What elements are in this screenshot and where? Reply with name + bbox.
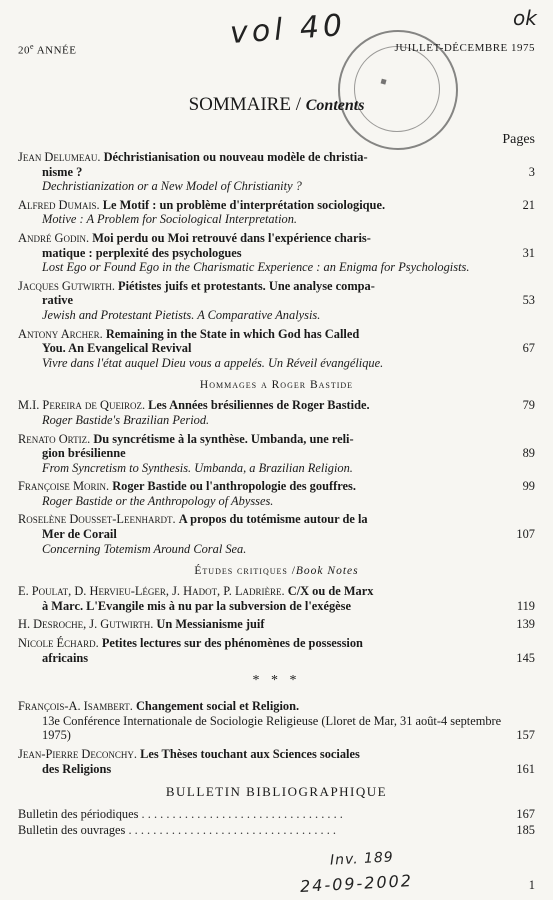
toc-entry: Antony Archer. Remaining in the State in which God has Called You. An Evangelical Revival Vivre dans l'état auquel Dieu vous a appelés. Un Réveil évangélique. 67 xyxy=(18,326,535,370)
toc-entry: Françoise Morin. Roger Bastide ou l'anthropologie des gouffres. Roger Bastide or the Anthropology of Abysses. 99 xyxy=(18,479,535,508)
bulletin-line: Bulletin des périodiques . . . . . . . . . . . . . . . . . . . . . . . . . . . . . . . . . 167 xyxy=(18,807,535,822)
toc-group-hommages xyxy=(18,398,535,556)
page-number: 1 xyxy=(528,878,535,892)
page-title: SOMMAIRE / Contents xyxy=(188,94,365,115)
toc-entry: Nicole Échard. Petites lectures sur des phénomènes de possession africains 145 xyxy=(18,636,535,665)
header-period: JUILLET-DÉCEMBRE 1975 xyxy=(394,42,535,54)
header-year: 20e ANNÉE xyxy=(18,42,77,57)
toc-group-articles xyxy=(18,150,535,370)
toc-group-book-notes xyxy=(18,584,535,665)
toc-entry: Alfred Dumais. Le Motif : un problème d'interprétation sociologique. Motive : A Problem for Sociological Interpretation. 21 xyxy=(18,197,535,227)
handwritten-date: 24-09-2002 xyxy=(299,871,414,896)
toc-entry: François-A. Isambert. Changement social et Religion. 13e Conférence Internationale de Sociologie Religieuse (Lloret de Mar, 31 août-4 septembre 1975) 157 xyxy=(18,699,535,743)
toc-entry: Jean Delumeau. Déchristianisation ou nouveau modèle de christia- nisme ? Dechristianization or a New Model of Christianity ? 3 xyxy=(18,150,535,194)
handwritten-inventory: Inv. 189 xyxy=(329,849,395,869)
section-etudes-critiques: Études critiques /Book Notes xyxy=(194,565,359,578)
pages-label: Pages xyxy=(502,132,535,147)
toc-entry: Jean-Pierre Deconchy. Les Thèses touchant aux Sciences sociales des Religions 161 xyxy=(18,747,535,776)
handwritten-ok: ok xyxy=(513,6,537,30)
toc-entry: Renato Ortiz. Du syncrétisme à la synthèse. Umbanda, une reli- gion brésilienne From Syncretism to Synthesis. Umbanda, a Brazilian Religion. 89 xyxy=(18,431,535,475)
toc-entry: André Godin. Moi perdu ou Moi retrouvé dans l'expérience charis- matique : perplexité des psychologues Lost Ego or Found Ego in the Charismatic Experience : an Enigma for Psychologists. 31 xyxy=(18,230,535,275)
separator-stars: * * * xyxy=(252,673,301,689)
library-stamp: ◆ xyxy=(338,30,458,150)
handwritten-volume: vol 40 xyxy=(228,7,348,52)
bulletin-line: Bulletin des ouvrages . . . . . . . . . . . . . . . . . . . . . . . . . . . . . . . . . . 185 xyxy=(18,823,535,838)
toc-entry: M.I. Pereira de Queiroz. Les Années brésiliennes de Roger Bastide. Roger Bastide's Brazilian Period. 79 xyxy=(18,398,535,427)
toc-entry: Roselène Dousset-Leenhardt. A propos du totémisme autour de la Mer de Corail Concerning Totemism Around Coral Sea. 107 xyxy=(18,512,535,556)
toc-entry: Jacques Gutwirth. Piétistes juifs et protestants. Une analyse compa- rative Jewish and Protestant Pietists. A Comparative Analysis. 53 xyxy=(18,278,535,322)
table-of-contents xyxy=(18,150,535,838)
bulletin-header: BULLETIN BIBLIOGRAPHIQUE xyxy=(165,784,388,800)
toc-entry: E. Poulat, D. Hervieu-Léger, J. Hadot, P. Ladrière. C/X ou de Marx à Marc. L'Evangile mis à nu par la subversion de l'exégèse 119 xyxy=(18,584,535,613)
section-hommages: Hommages a Roger Bastide xyxy=(199,379,354,392)
toc-entry: H. Desroche, J. Gutwirth. Un Messianisme juif 139 xyxy=(18,617,535,632)
